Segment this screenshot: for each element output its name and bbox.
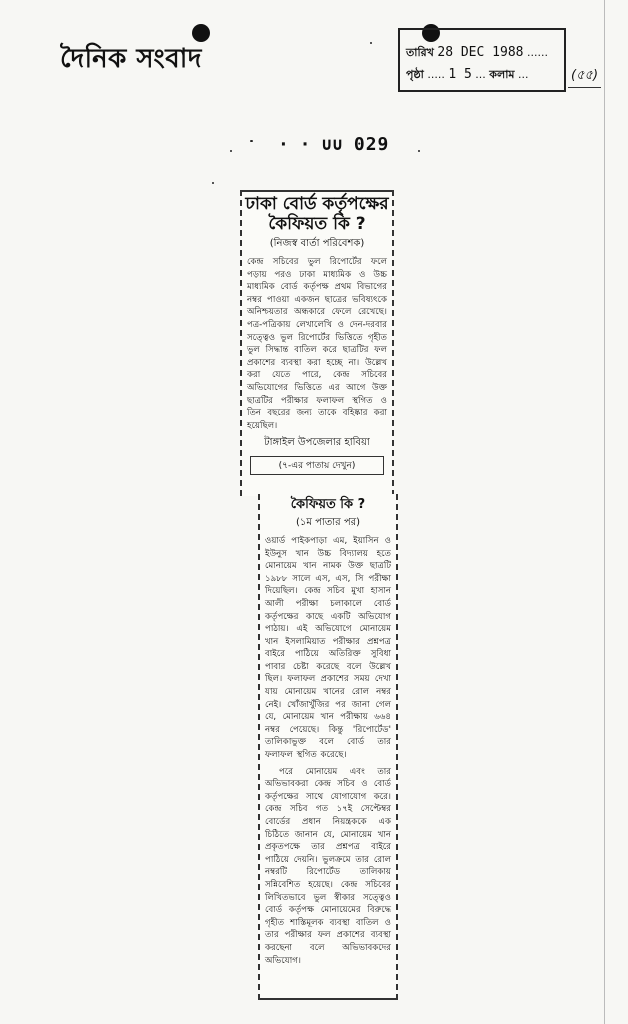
article-clipping-part1: [240, 190, 394, 496]
article-body-part1: কেন্দ্র সচিবের ভুল রিপোর্টের ফলে পড়ায় পরও ঢাকা মাধ্যমিক ও উচ্চ মাধ্যমিক বোর্ড কর্তৃপক্ষ প্রথম বিভাগের নম্বর পাওয়া একজন ছাত্রের ভবিষ্যৎকে অনিশ্চয়তার অন্ধকারে ফেলে রেখেছে। পত্র-পত্রিকায় লেখালেখি ও দেন-দরবার সত্ত্বেও ভুল রিপোর্টের ভিত্তিতে গৃহীত ভুল সিদ্ধান্ত বাতিল করে ছাত্রটির ফল প্রকাশের ব্যবস্থা করা হচ্ছে না। উল্লেখ করা যেতে পারে, কেন্দ্র সচিবের অভিযোগের ভিত্তিতে এর আগে উক্ত ছাত্রটির পরীক্ষার ফলাফল স্থগিত ও তিন বছরের জন্য তাকে বহিষ্কার করা হয়েছিল।: [247, 257, 387, 431]
article-credit: (নিজস্ব বার্তা পরিবেশক): [269, 238, 365, 250]
scan-edge-line: [604, 0, 605, 1024]
date-value: 28 DEC 1988: [437, 45, 524, 60]
article-body-tail: টাঙ্গাইল উপজেলার হাবিয়া: [264, 437, 370, 449]
continued-from-note: (১ম পাতার পর): [295, 516, 361, 528]
scan-speck: [418, 150, 420, 152]
sequence-number: · · ∪∪ 029: [278, 134, 390, 155]
page-label: পৃষ্ঠা: [406, 68, 424, 81]
scan-speck: [230, 150, 232, 152]
column-label: কলাম: [489, 68, 515, 81]
handwritten-note: (৫৫): [568, 66, 601, 88]
continued-to-note: (৭-এর পাতায় দেখুন): [250, 456, 384, 475]
archive-date-stamp: তারিখ 28 DEC 1988 ...... পৃষ্ঠা ..... 1 5 ... কলাম ...: [398, 28, 566, 92]
article-body-part3: পরে মোনায়েম এবং তার অভিভাবকরা কেন্দ্র সচিব ও বোর্ড কর্তৃপক্ষের সাথে যোগাযোগ করে। কেন্দ্র সচিব গত ১৭ই সেপ্টেম্বর বোর্ডের প্রধান নিয়ন্ত্রককে এক চিঠিতে জানান যে, মোনায়েম খান প্রকৃতপক্ষে তার প্রশ্নপত্র বাইরে পাঠিয়ে দেয়নি। ভুলক্রমে তার রোল নম্বরটি রিপোর্টেড তালিকায় সন্নিবেশিত হয়েছে। কেন্দ্র সচিবের লিখিতভাবে ভুল স্বীকার সত্ত্বেও বোর্ড কর্তৃপক্ষ মোনায়েমের বিরুদ্ধে গৃহীত শাস্তিমূলক ব্যবস্থা বাতিল ও তার পরীক্ষার ফল প্রকাশের ব্যবস্থা করছেনা বলে অভিভাবকদের অভিযোগ।: [265, 766, 391, 966]
article-body-part2: ওয়ার্ড পাইকপাড়া এম, ইয়াসিন ও ইউনুস খান উচ্চ বিদ্যালয় হতে মোনায়েম খান নামক উক্ত ছাত্রটি ১৯৮৮ সালে এস, এস, সি পরীক্ষা দিয়েছিল। কেন্দ্র সচিব মুখা হাসান আলী পরীক্ষা চলাকালে বোর্ড কর্তৃপক্ষের কাছে একটি অভিযোগ পাঠায়। এই অভিযোগে মোনায়েম খান ইসলামিয়াত পরীক্ষার প্রশ্নপত্র বাইরে পাঠিয়ে অতিরিক্ত সুবিধা পাবার চেষ্টা করেছে বলে উল্লেখ ছিল। ফলাফল প্রকাশের সময় দেখা যায় মোনায়েম খানের রোল নম্বর নেই। খোঁজাখুঁজির পর জানা গেল যে, মোনায়েম খান পরীক্ষায় ৬৬৪ নম্বর পেয়েছে। কিন্তু 'রিপোর্টেড' তালিকাভুক্ত বলে বোর্ড তার ফলাফল স্থগিত করেছে।: [265, 535, 391, 761]
article-headline: ঢাকা বোর্ড কর্তৃপক্ষের কৈফিয়ত কি ?: [245, 194, 389, 234]
scan-speck: [250, 140, 253, 142]
scan-speck: [370, 42, 372, 44]
newspaper-masthead: দৈনিক সংবাদ: [60, 44, 202, 74]
article-clipping-part2: [258, 494, 398, 1000]
page-value: 1 5: [448, 67, 472, 82]
scan-speck: [212, 182, 214, 184]
date-label: তারিখ: [406, 46, 434, 59]
punch-hole: [192, 24, 210, 42]
continuation-headline: কৈফিয়ত কি ?: [290, 497, 366, 512]
